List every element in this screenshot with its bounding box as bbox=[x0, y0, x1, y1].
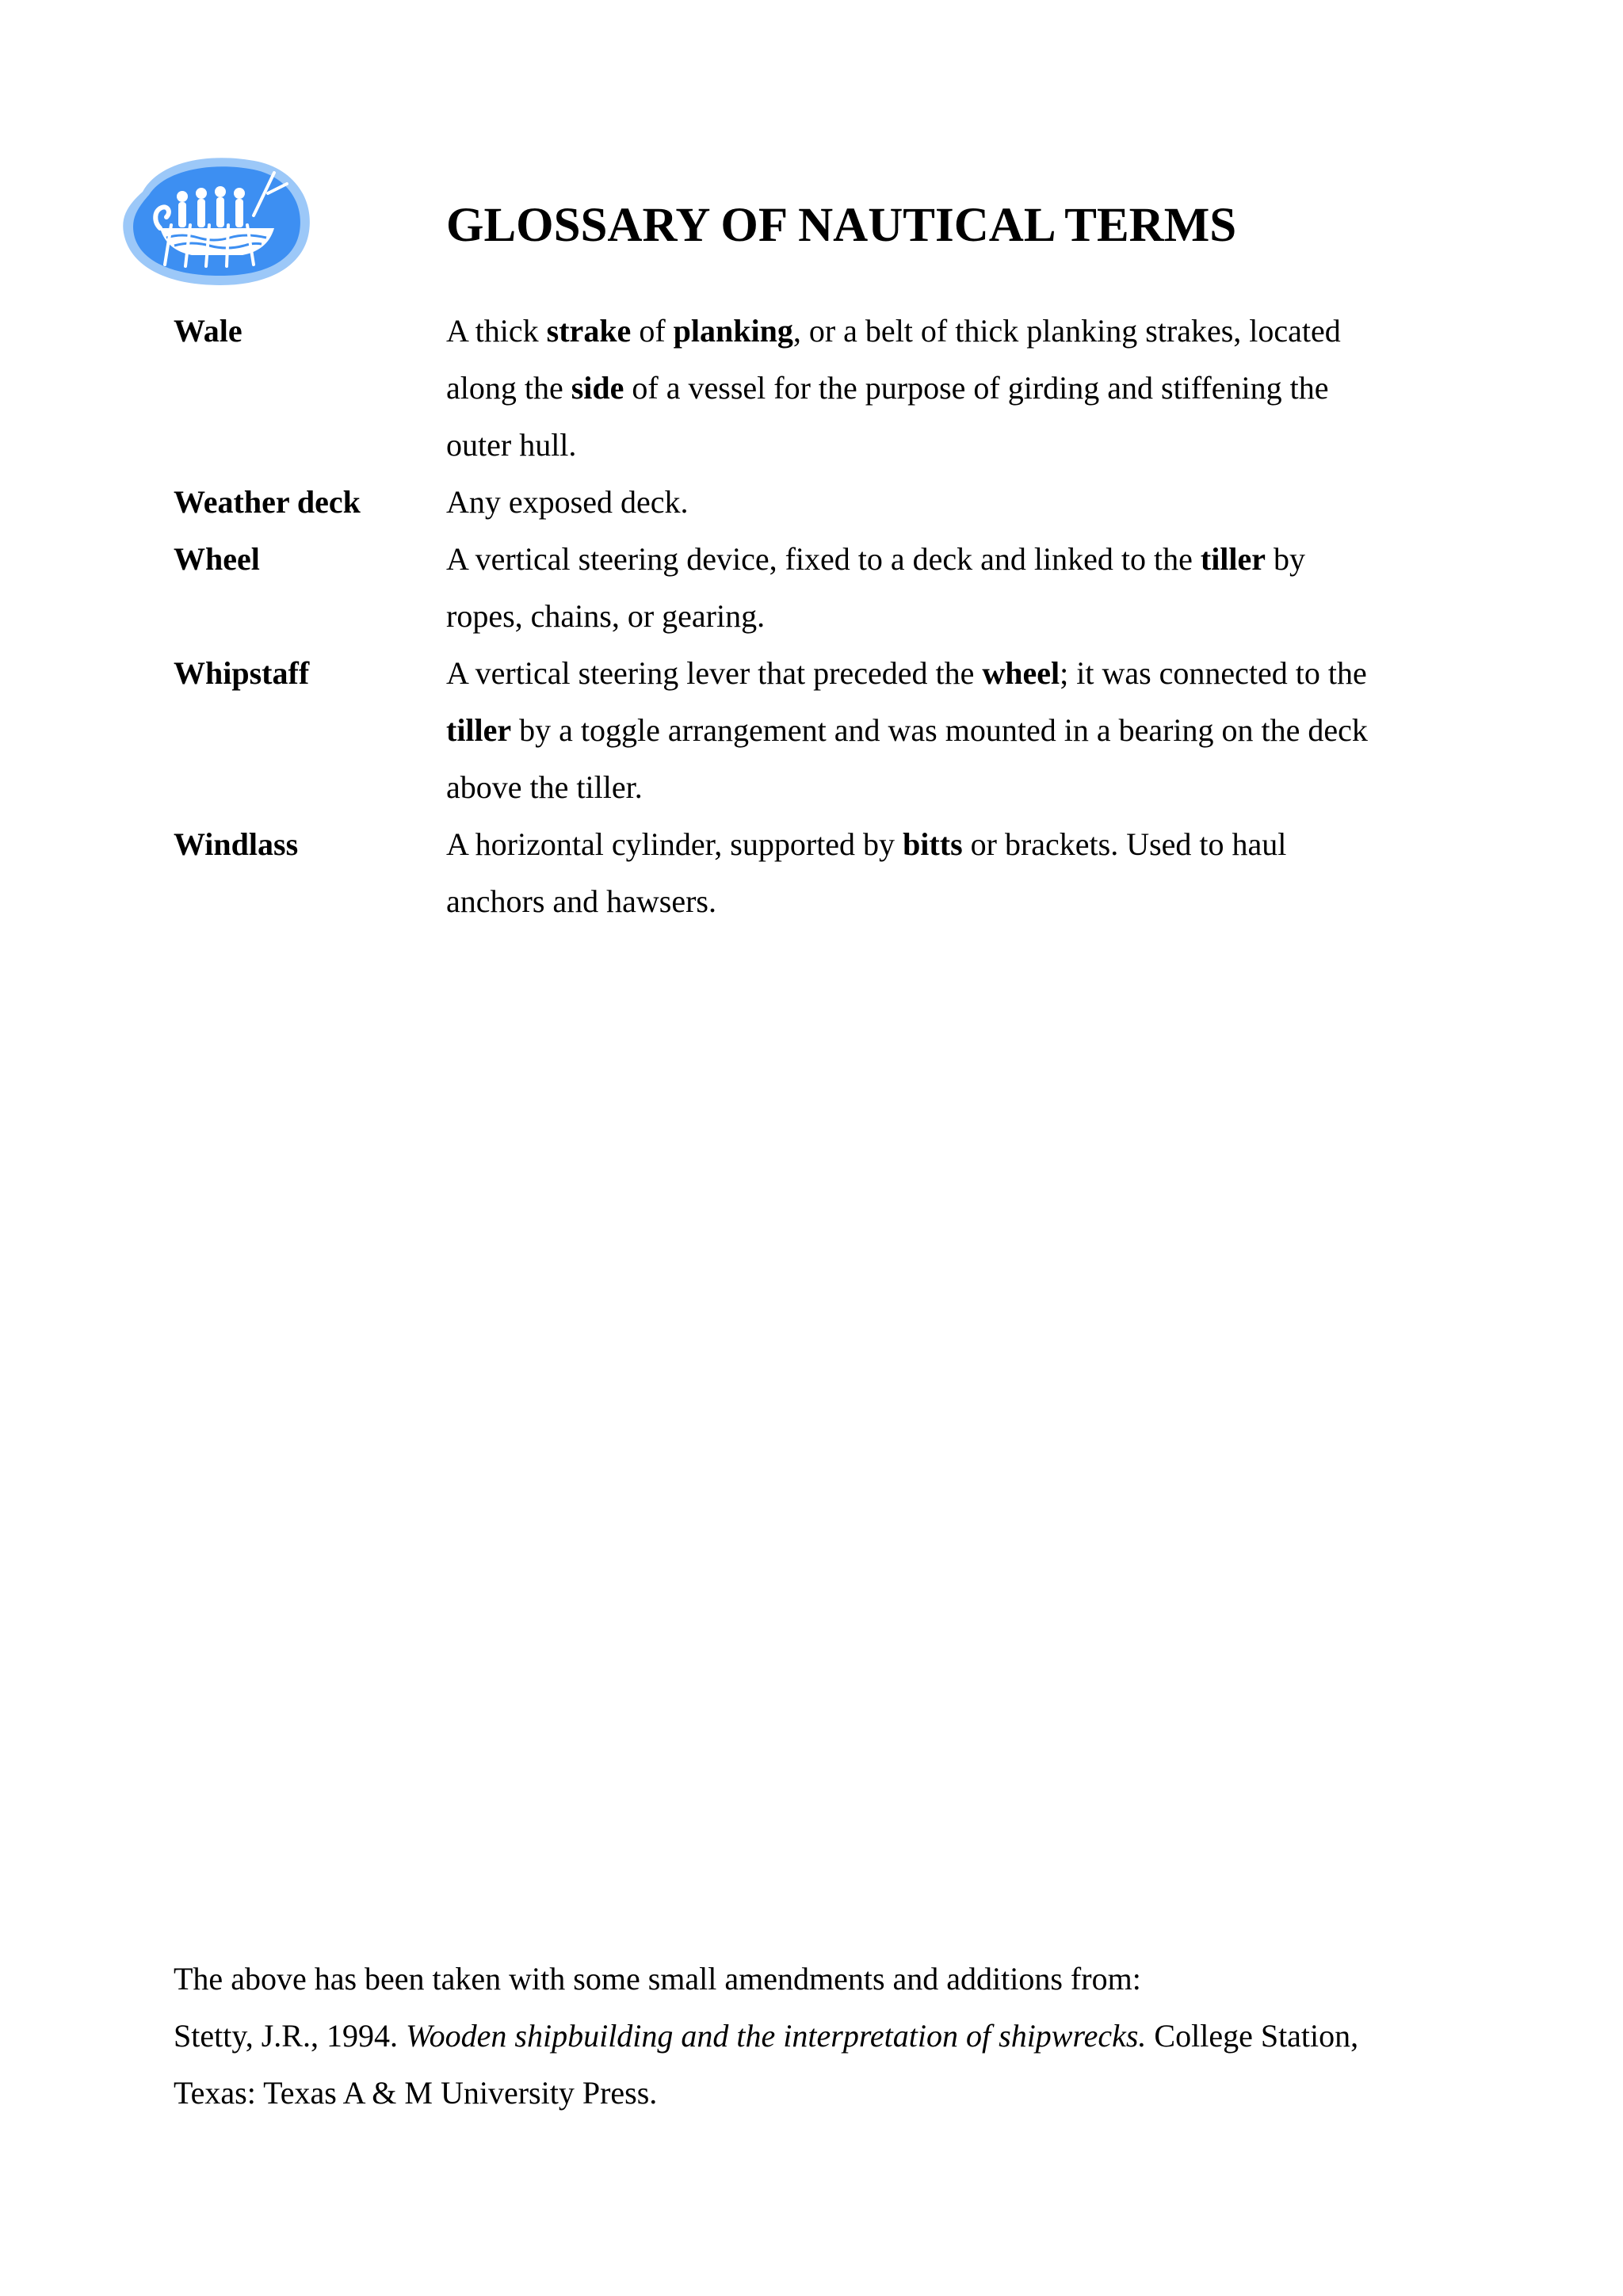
source-intro: The above has been taken with some small amendments and additions from: bbox=[174, 1961, 1141, 1997]
glossary-term: Wale bbox=[174, 313, 242, 349]
citation-publisher: College Station, Texas: Texas A & M University Press. bbox=[174, 2018, 1359, 2111]
page-title: GLOSSARY OF NAUTICAL TERMS bbox=[446, 199, 1237, 252]
definition-text: by ropes, chains, or gearing. bbox=[446, 541, 1306, 634]
definition-text: , or a belt of thick planking strakes, located along the bbox=[446, 313, 1341, 406]
cross-reference-term: wheel bbox=[982, 655, 1060, 691]
glossary-entry bbox=[174, 303, 1426, 474]
cross-reference-term: tiller bbox=[446, 712, 512, 748]
definition-text: or brackets. Used to haul anchors and hawsers. bbox=[446, 826, 1287, 919]
ship-rowers-logo-icon bbox=[119, 146, 315, 288]
glossary-definition bbox=[446, 645, 1381, 816]
definition-text: of bbox=[631, 313, 674, 349]
definition-text: by a toggle arrangement and was mounted in a bearing on the deck above the tiller. bbox=[446, 712, 1368, 805]
glossary-list bbox=[174, 303, 1426, 930]
glossary-term: Whipstaff bbox=[174, 655, 310, 691]
glossary-term: Windlass bbox=[174, 826, 299, 862]
glossary-definition bbox=[446, 303, 1381, 474]
cross-reference-term: planking bbox=[673, 313, 793, 349]
definition-text: A vertical steering device, fixed to a deck and linked to the bbox=[446, 541, 1201, 577]
definition-text: A thick bbox=[446, 313, 547, 349]
glossary-definition bbox=[446, 816, 1381, 930]
glossary-term: Wheel bbox=[174, 541, 260, 577]
definition-text: A vertical steering lever that preceded the bbox=[446, 655, 983, 691]
cross-reference-term: tiller bbox=[1200, 541, 1266, 577]
cross-reference-term: strake bbox=[546, 313, 632, 349]
citation-book-title: Wooden shipbuilding and the interpretation of shipwrecks. bbox=[406, 2018, 1147, 2054]
definition-text: ; it was connected to the bbox=[1060, 655, 1367, 691]
definition-text: Any exposed deck. bbox=[446, 484, 689, 520]
glossary-definition bbox=[446, 474, 1381, 531]
glossary-entry bbox=[174, 531, 1426, 645]
glossary-entry bbox=[174, 645, 1426, 816]
cross-reference-term: side bbox=[571, 370, 624, 406]
citation-author-year: Stetty, J.R., 1994. bbox=[174, 2018, 406, 2054]
definition-text: A horizontal cylinder, supported by bbox=[446, 826, 903, 862]
glossary-entry bbox=[174, 816, 1426, 930]
source-note bbox=[174, 1951, 1362, 2122]
glossary-entry bbox=[174, 474, 1426, 531]
cross-reference-term: bitts bbox=[903, 826, 963, 862]
glossary-term: Weather deck bbox=[174, 484, 361, 520]
source-citation bbox=[174, 2008, 1362, 2122]
glossary-definition bbox=[446, 531, 1381, 645]
definition-text: of a vessel for the purpose of girding and stiffening the outer hull. bbox=[446, 370, 1329, 463]
